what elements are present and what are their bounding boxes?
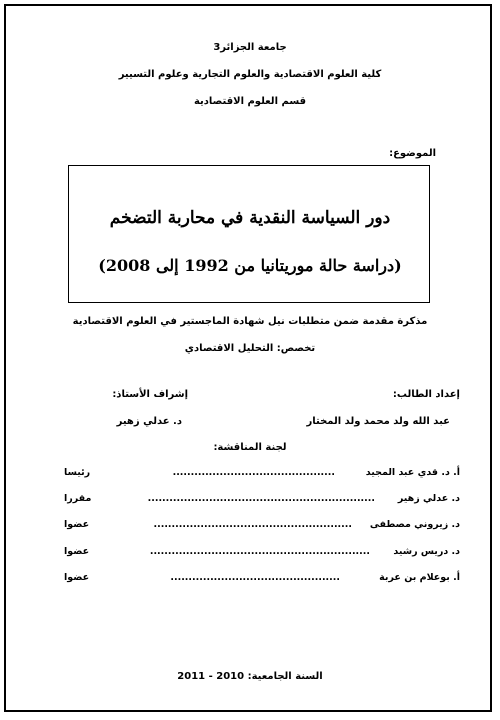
committee-member-role: عضوا	[64, 572, 90, 583]
committee-member-role: مقررا	[64, 493, 92, 504]
committee-member-name: د. دريس رشيد	[393, 546, 460, 557]
committee-dots: .............................................................	[149, 546, 370, 557]
subject-label: الموضوع:	[389, 148, 436, 159]
committee-member-role: عضوا	[64, 546, 90, 557]
committee-member-name: د. زيروني مصطفى	[369, 519, 460, 530]
committee-dots: .............................................	[172, 467, 335, 478]
title-box	[68, 165, 430, 303]
memo-statement: مذكرة مقدمة ضمن متطلبات نيل شهادة الماجستير في العلوم الاقتصادية	[72, 316, 428, 327]
committee-member-name: د. عدلي زهير	[397, 493, 460, 504]
university-name: جامعة الجزائر3	[213, 42, 287, 53]
committee-label: لجنة المناقشة:	[213, 442, 287, 453]
thesis-title: دور السياسة النقدية في محاربة التضخم	[109, 208, 391, 228]
committee-dots: ...............................................	[170, 572, 340, 583]
faculty-name: كلية العلوم الاقتصادية والعلوم التجارية وعلوم التسيير	[118, 69, 382, 80]
committee-dots: ...............................................................	[147, 493, 375, 504]
supervisor-name: د. عدلي زهير	[116, 416, 182, 427]
committee-member-name: أ. بوعلام بن عربة	[379, 572, 460, 583]
committee-member-role: رئيسا	[64, 467, 91, 478]
specialization: تخصص: التحليل الاقتصادي	[184, 343, 316, 354]
academic-year: السنة الجامعية: 2010 - 2011	[177, 671, 323, 682]
thesis-subtitle: (دراسة حالة موريتانيا من 1992 إلى 2008)	[98, 256, 402, 275]
committee-dots: .......................................................	[153, 519, 352, 530]
committee-member-role: عضوا	[64, 519, 90, 530]
supervisor-label: إشراف الأستاذ:	[112, 389, 188, 400]
committee-member-name: أ. د. قدي عبد المجيد	[365, 467, 460, 478]
prepared-by-label: إعداد الطالب:	[392, 389, 460, 400]
student-name: عبد الله ولد محمد ولد المختار	[306, 416, 450, 427]
department-name: قسم العلوم الاقتصادية	[193, 96, 307, 107]
page-border	[4, 4, 492, 712]
